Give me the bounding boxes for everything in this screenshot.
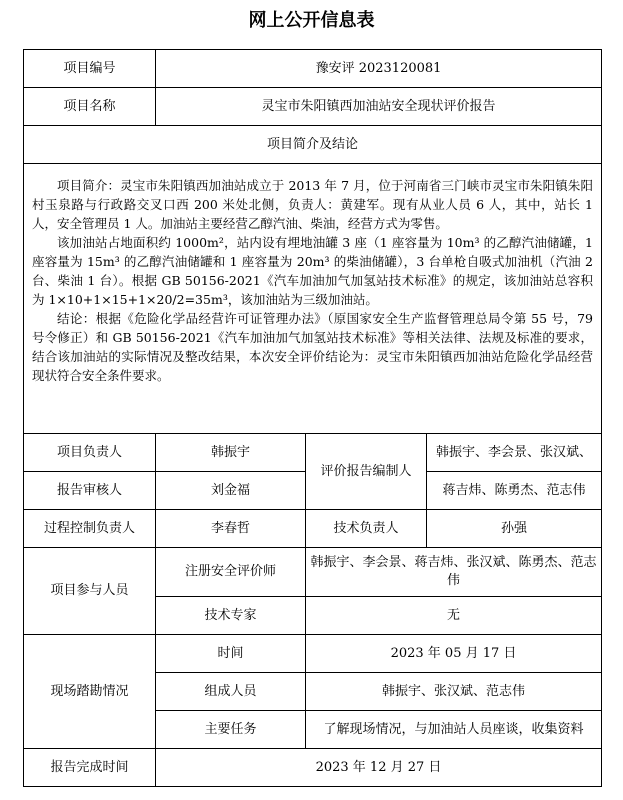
project-leader-label: 项目负责人 [24, 434, 156, 472]
summary-conclusion-paragraph: 结论：根据《危险化学品经营许可证管理办法》（原国家安全生产监督管理总局令第 55 号，79 号令修正）和 GB 50156-2021《汽车加油加气加氢站技术标准》等相关法律、法规及标准的要求，结合该加油站的实际情况及整改结果，本次安全评价结论为：灵宝市朱阳镇西加油站危险化学品经营现状符合安全条件要求。 [32, 311, 593, 383]
process-controller-label: 过程控制负责人 [24, 510, 156, 548]
project-leader-value: 韩振宇 [156, 434, 306, 472]
report-editors-line2: 蒋吉炜、陈勇杰、范志伟 [427, 472, 602, 510]
summary-cell [24, 164, 602, 434]
survey-task-label: 主要任务 [156, 711, 306, 749]
row-summary-header [24, 126, 602, 164]
project-no-value: 豫安评 2023120081 [156, 50, 602, 88]
registered-assessor-names: 韩振宇、李会景、蒋吉炜、张汉斌、陈勇杰、范志伟 [310, 555, 597, 588]
project-no-label: 项目编号 [24, 50, 156, 88]
survey-members-value: 韩振宇、张汉斌、范志伟 [306, 673, 602, 711]
completion-label: 报告完成时间 [24, 749, 156, 787]
report-reviewer-label: 报告审核人 [24, 472, 156, 510]
tech-expert-label: 技术专家 [156, 597, 306, 635]
info-table [23, 49, 602, 787]
row-project-no [24, 50, 602, 88]
report-editors-line1: 韩振宇、李会景、张汉斌、 [427, 434, 602, 472]
summary-header: 项目简介及结论 [24, 126, 602, 164]
row-registered-assessors [24, 548, 602, 597]
survey-task-value: 了解现场情况，与加油站人员座谈，收集资料 [306, 711, 602, 749]
row-leader [24, 434, 602, 472]
tech-leader-label: 技术负责人 [306, 510, 427, 548]
row-summary [24, 164, 602, 434]
participants-label: 项目参与人员 [24, 548, 156, 635]
tech-expert-value: 无 [306, 597, 602, 635]
summary-site-paragraph: 该加油站占地面积约 1000m²，站内设有埋地油罐 3 座（1 座容量为 10m³ 的乙醇汽油储罐，1 座容量为 15m³ 的乙醇汽油储罐和 1 座容量为 20m³ 的柴油储罐），3 台单枪自吸式加油机（汽油 2 台、柴油 1 台）。根据 GB 50156-2021《汽车加油加气加氢站技术标准》的规定，该加油站总容积为 1×10+1×15+1×20/2=35m³，该加油站为三级加油站。 [32, 235, 593, 307]
survey-time-value: 2023 年 05 月 17 日 [306, 635, 602, 673]
row-survey-time [24, 635, 602, 673]
project-name-label: 项目名称 [24, 88, 156, 126]
registered-assessor-label: 注册安全评价师 [156, 548, 306, 597]
survey-time-label: 时间 [156, 635, 306, 673]
registered-assessor-value [306, 548, 602, 597]
survey-members-label: 组成人员 [156, 673, 306, 711]
summary-intro-paragraph: 项目简介：灵宝市朱阳镇西加油站成立于 2013 年 7 月，位于河南省三门峡市灵宝市朱阳镇朱阳村玉泉路与行政路交叉口西 200 米处北侧，负责人：黄建军。现有从业人员 6 人，其中，站长 1 人，安全管理员 1 人。加油站主要经营乙醇汽油、柴油，经营方式为零售。 [32, 178, 593, 231]
completion-value: 2023 年 12 月 27 日 [156, 749, 602, 787]
project-name-value: 灵宝市朱阳镇西加油站安全现状评价报告 [156, 88, 602, 126]
row-process-control [24, 510, 602, 548]
tech-leader-value: 孙强 [427, 510, 602, 548]
site-survey-label: 现场踏勘情况 [24, 635, 156, 749]
row-completion [24, 749, 602, 787]
report-reviewer-value: 刘金福 [156, 472, 306, 510]
page-title: 网上公开信息表 [248, 10, 375, 31]
process-controller-value: 李春哲 [156, 510, 306, 548]
row-project-name [24, 88, 602, 126]
report-editors-label: 评价报告编制人 [306, 434, 427, 510]
